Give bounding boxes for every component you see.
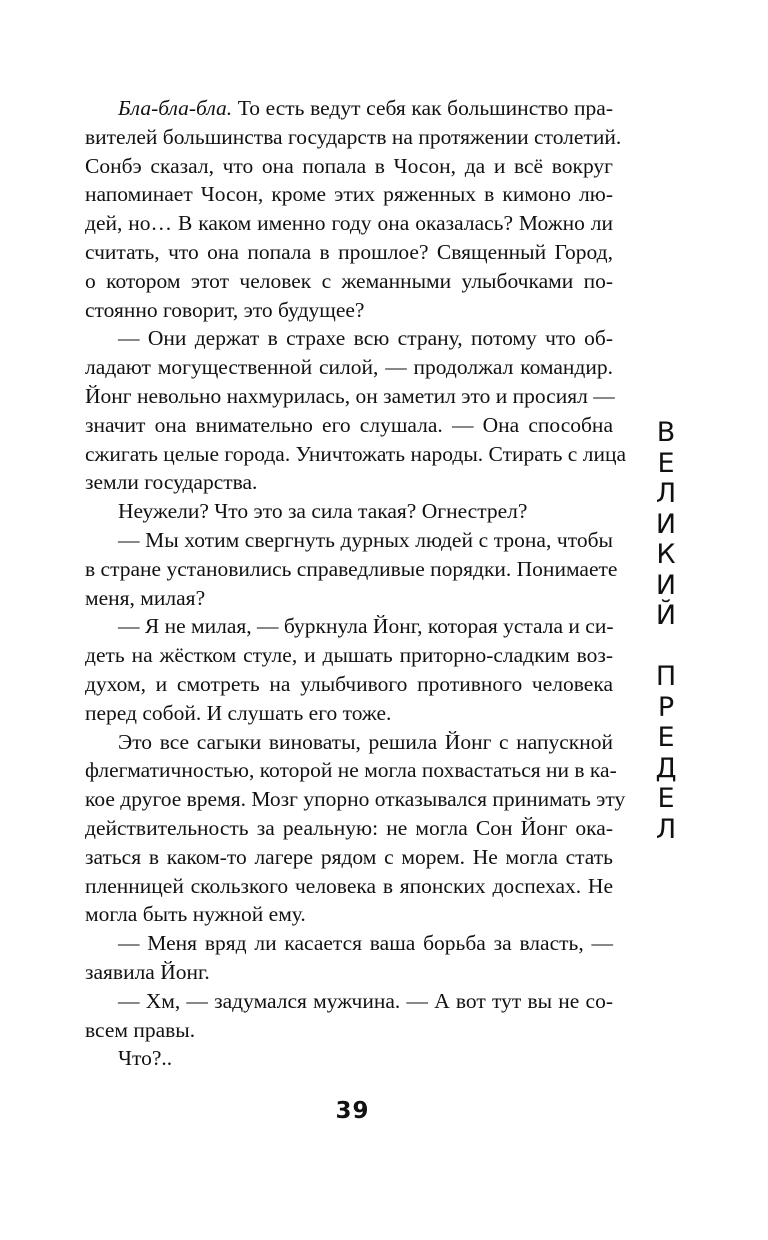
title-letter: Е (657, 447, 675, 479)
text-line (85, 612, 613, 641)
text-line (85, 123, 622, 152)
title-letter: Е (657, 783, 675, 814)
text-line (85, 843, 613, 872)
line-text: Это все сагыки виноваты, решила Йонг с напускной (118, 729, 613, 754)
line-text: То есть ведут себя как большинство пра- (232, 96, 613, 120)
text-line (85, 180, 613, 209)
paragraph (85, 612, 613, 727)
line-text: — Мы хотим свергнуть дурных людей с трона, чтобы (118, 527, 613, 552)
text-line (85, 353, 613, 382)
title-letter: В (656, 417, 676, 448)
title-letter: П (655, 661, 677, 692)
title-letter: Л (655, 813, 677, 845)
line-text: стоянно говорит, это будущее? (85, 297, 365, 322)
line-text: вителей большинства государств на протяжении столетий. (85, 124, 622, 149)
text-line (85, 958, 613, 987)
line-text: духом, и смотреть на улыбчивого противного человека (85, 671, 613, 696)
line-text: о котором этот человек с жеманными улыбочками по- (85, 268, 613, 293)
line-text: флегматичностью, которой не могла похвастаться ни в ка- (85, 758, 617, 783)
text-line (85, 440, 627, 469)
title-letter: И (655, 569, 677, 601)
line-text: в стране установились справедливые порядки. Понимаете (85, 556, 618, 581)
title-letter: И (655, 508, 677, 540)
paragraph (85, 94, 622, 324)
line-text: считать, что она попала в прошлое? Священный Город, (85, 239, 613, 264)
paragraph (85, 929, 613, 987)
paragraph (85, 497, 613, 526)
line-text: дей, но… В каком именно году она оказалась? Можно ли (85, 211, 613, 236)
text-line (85, 900, 613, 929)
line-text: — Меня вряд ли касается ваша борьба за власть, — (118, 931, 613, 956)
line-text: — Хм, — задумался мужчина. — А вот тут вы не со- (118, 988, 613, 1013)
italic-text: Бла-бла-бла. (118, 96, 233, 120)
line-text: напоминает Чосон, кроме этих ряженных в кимоно лю- (85, 182, 613, 207)
line-text: кое другое время. Мозг упорно отказывался принимать эту (85, 787, 626, 812)
line-text: значит она внимательно его слушала. — Она способна (85, 412, 613, 437)
line-text: меня, милая? (85, 585, 206, 610)
text-line (85, 1044, 613, 1073)
line-text: всем правы. (85, 1017, 196, 1042)
line-text: Неужели? Что это за сила такая? Огнестрел? (118, 499, 528, 524)
text-line (85, 411, 613, 440)
line-text: могла быть нужной ему. (85, 902, 306, 927)
line-text: действительность за реальную: не могла Сон Йонг ока- (85, 815, 613, 840)
paragraph (85, 987, 613, 1045)
text-line (85, 728, 613, 757)
text-line (85, 670, 613, 699)
title-letter: Д (655, 752, 677, 784)
text-line (85, 238, 613, 267)
text-line (85, 584, 613, 613)
text-line (85, 641, 613, 670)
text-line (85, 267, 613, 296)
paragraph (85, 728, 626, 930)
side-running-title (646, 418, 686, 845)
text-line (85, 987, 613, 1016)
line-text: деть на жёстком стуле, и дышать приторно-сладким воз- (85, 643, 613, 668)
text-line (85, 497, 613, 526)
line-text: заявила Йонг. (85, 959, 210, 984)
line-text: — Они держат в страхе всю страну, потому что об- (118, 326, 613, 351)
title-letter: К (656, 539, 676, 570)
text-line (85, 382, 613, 411)
text-line (85, 929, 613, 958)
title-letter: Й (655, 600, 677, 631)
text-line (85, 296, 613, 325)
text-line (85, 152, 613, 181)
page-number: 39 (335, 1098, 370, 1124)
paragraph (85, 324, 627, 497)
paragraph (85, 526, 618, 612)
text-line (85, 756, 617, 785)
line-text: земли государства. (85, 470, 258, 495)
title-letter: Л (655, 478, 677, 509)
text-line (85, 785, 626, 814)
title-letter: Е (657, 722, 675, 753)
title-word-gap (646, 632, 686, 663)
line-text: пленницей скользкого человека в японских доспехах. Не (85, 873, 613, 898)
text-line (85, 555, 618, 584)
body-text (85, 94, 627, 1073)
line-text: — Я не милая, — буркнула Йонг, которая устала и си- (118, 614, 614, 639)
line-text: Сонбэ сказал, что она попала в Чосон, да и всё вокруг (85, 153, 613, 178)
text-line (85, 872, 613, 901)
text-line (85, 324, 613, 353)
paragraph (85, 1044, 613, 1073)
line-text: сжигать целые города. Уничтожать народы. Стирать с лица (85, 441, 627, 466)
text-line (85, 468, 613, 497)
line-text: Что?.. (118, 1046, 173, 1071)
text-line (85, 209, 613, 238)
title-letter: Р (657, 691, 675, 723)
line-text: заться в каком-то лагере рядом с морем. Не могла стать (85, 844, 613, 869)
text-line (85, 814, 613, 843)
text-line (85, 1016, 613, 1045)
line-text: перед собой. И слушать его тоже. (85, 700, 392, 725)
text-line (85, 94, 613, 123)
line-text: ладают могущественной силой, — продолжал командир. (85, 355, 613, 380)
text-line (85, 526, 613, 555)
line-text: Йонг невольно нахмурилась, он заметил это и просиял — (85, 383, 615, 408)
text-line (85, 699, 613, 728)
